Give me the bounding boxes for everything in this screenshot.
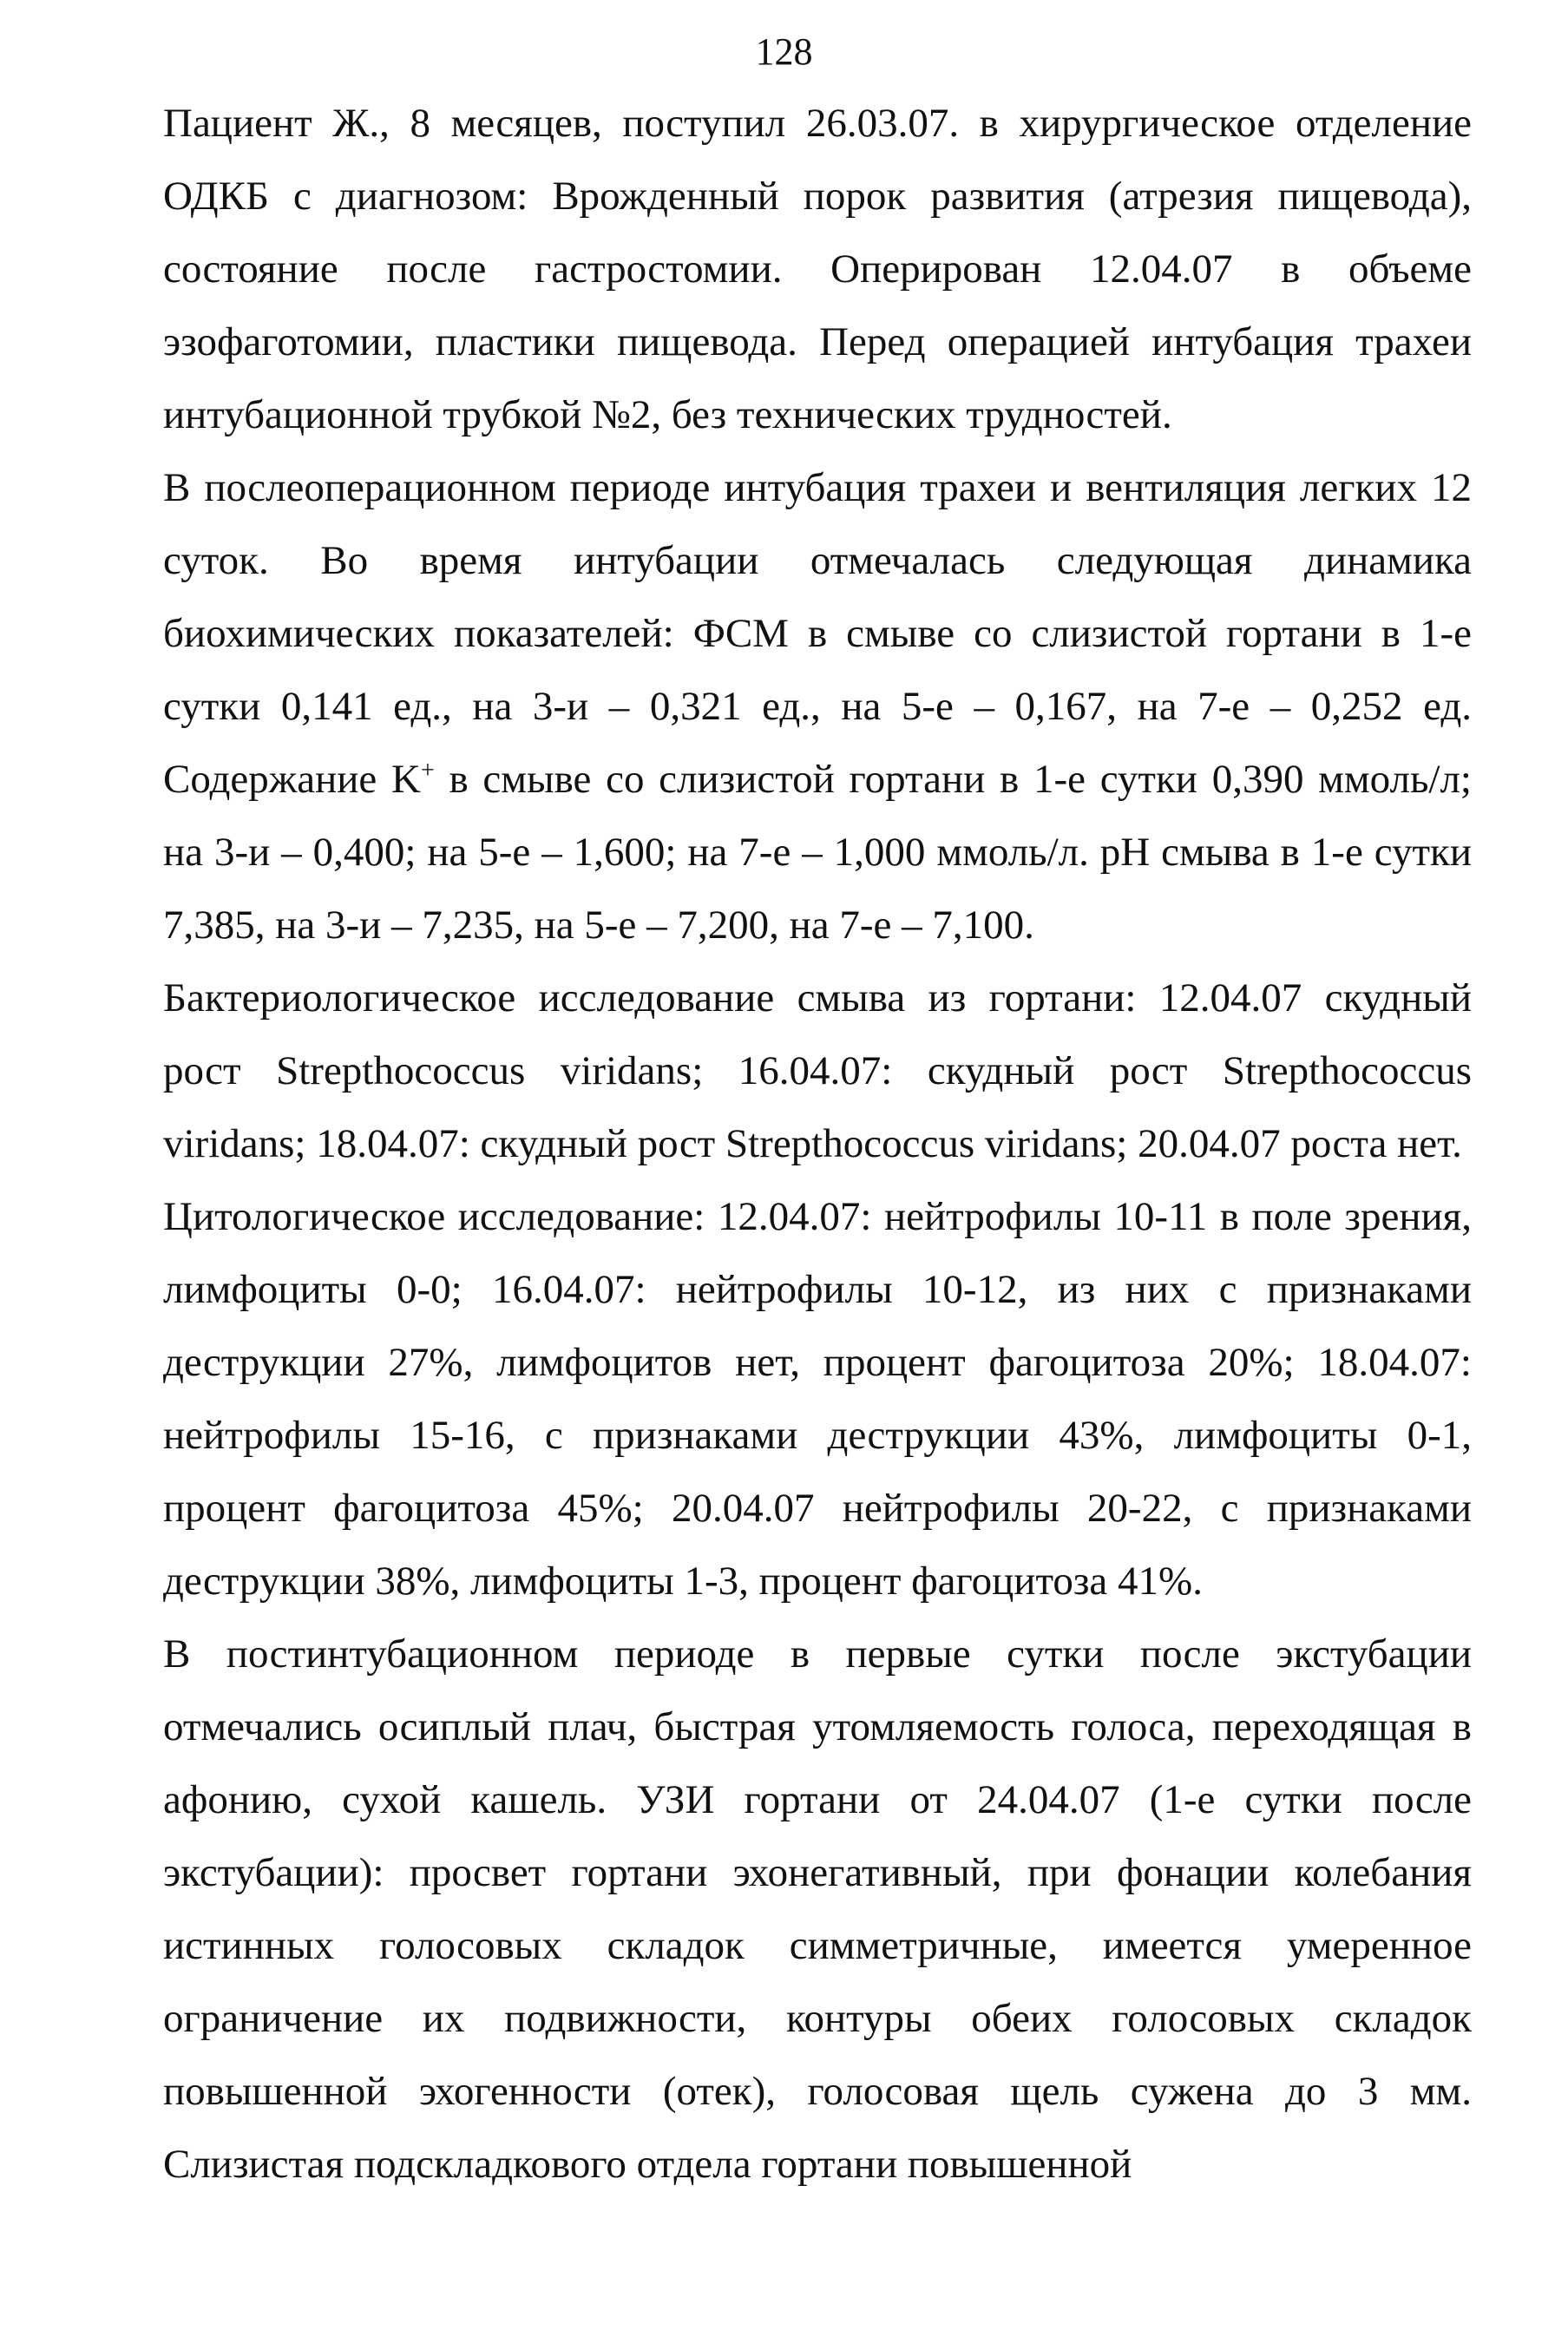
paragraph-postoperative-biochemistry bbox=[163, 451, 1472, 961]
document-body bbox=[163, 87, 1472, 2201]
paragraph-patient-admission: Пациент Ж., 8 месяцев, поступил 26.03.07. в хирургическое отделение ОДКБ с диагнозом: Врожденный порок развития (атрезия пищевода), состояние после гастростомии. Оперирован 12.04.07 в объеме эзофаготомии, пластики пищевода. Перед операцией интубация трахеи интубационной трубкой №2, без технических трудностей. bbox=[163, 101, 1472, 437]
paragraph-text-after-superscript: в смыве со слизистой гортани в 1-е сутки 0,390 ммоль/л; на 3-и – 0,400; на 5-е – 1,600; на 7-е – 1,000 ммоль/л. pH смыва в 1-е сутки 7,385, на 3-и – 7,235, на 5-е – 7,200, на 7-е – 7,100. bbox=[163, 757, 1472, 948]
paragraph-postintubation: В постинтубационном периоде в первые сутки после экстубации отмечались осиплый плач, быстрая утомляемость голоса, переходящая в афонию, сухой кашель. УЗИ гортани от 24.04.07 (1-е сутки после экстубации): просвет гортани эхонегативный, при фонации колебания истинных голосовых складок симметричные, имеется умеренное ограничение их подвижности, контуры обеих голосовых складок повышенной эхогенности (отек), голосовая щель сужена до 3 мм. Слизистая подскладкового отдела гортани повышенной bbox=[163, 1631, 1472, 2187]
potassium-superscript: + bbox=[420, 757, 435, 784]
paragraph-bacteriology: Бактериологическое исследование смыва из гортани: 12.04.07 скудный рост Strepthococcus viridans; 16.04.07: скудный рост Strepthococcus viridans; 18.04.07: скудный рост Strepthococcus viridans; 20.04.07 роста нет. bbox=[163, 975, 1472, 1166]
paragraph-cytology: Цитологическое исследование: 12.04.07: нейтрофилы 10-11 в поле зрения, лимфоциты 0-0; 16.04.07: нейтрофилы 10-12, из них с признаками деструкции 27%, лимфоцитов нет, процент фагоцитоза 20%; 18.04.07: нейтрофилы 15-16, с признаками деструкции 43%, лимфоциты 0-1, процент фагоцитоза 45%; 20.04.07 нейтрофилы 20-22, с признаками деструкции 38%, лимфоциты 1-3, процент фагоцитоза 41%. bbox=[163, 1194, 1472, 1604]
paragraph-text-before-superscript: В послеоперационном периоде интубация трахеи и вентиляция легких 12 суток. Во время интубации отмечалась следующая динамика биохимических показателей: ФСМ в смыве со слизистой гортани в 1-е сутки 0,141 ед., на 3-и – 0,321 ед., на 5-е – 0,167, на 7-е – 0,252 ед. Содержание K bbox=[163, 465, 1472, 802]
page-number: 128 bbox=[755, 30, 813, 73]
